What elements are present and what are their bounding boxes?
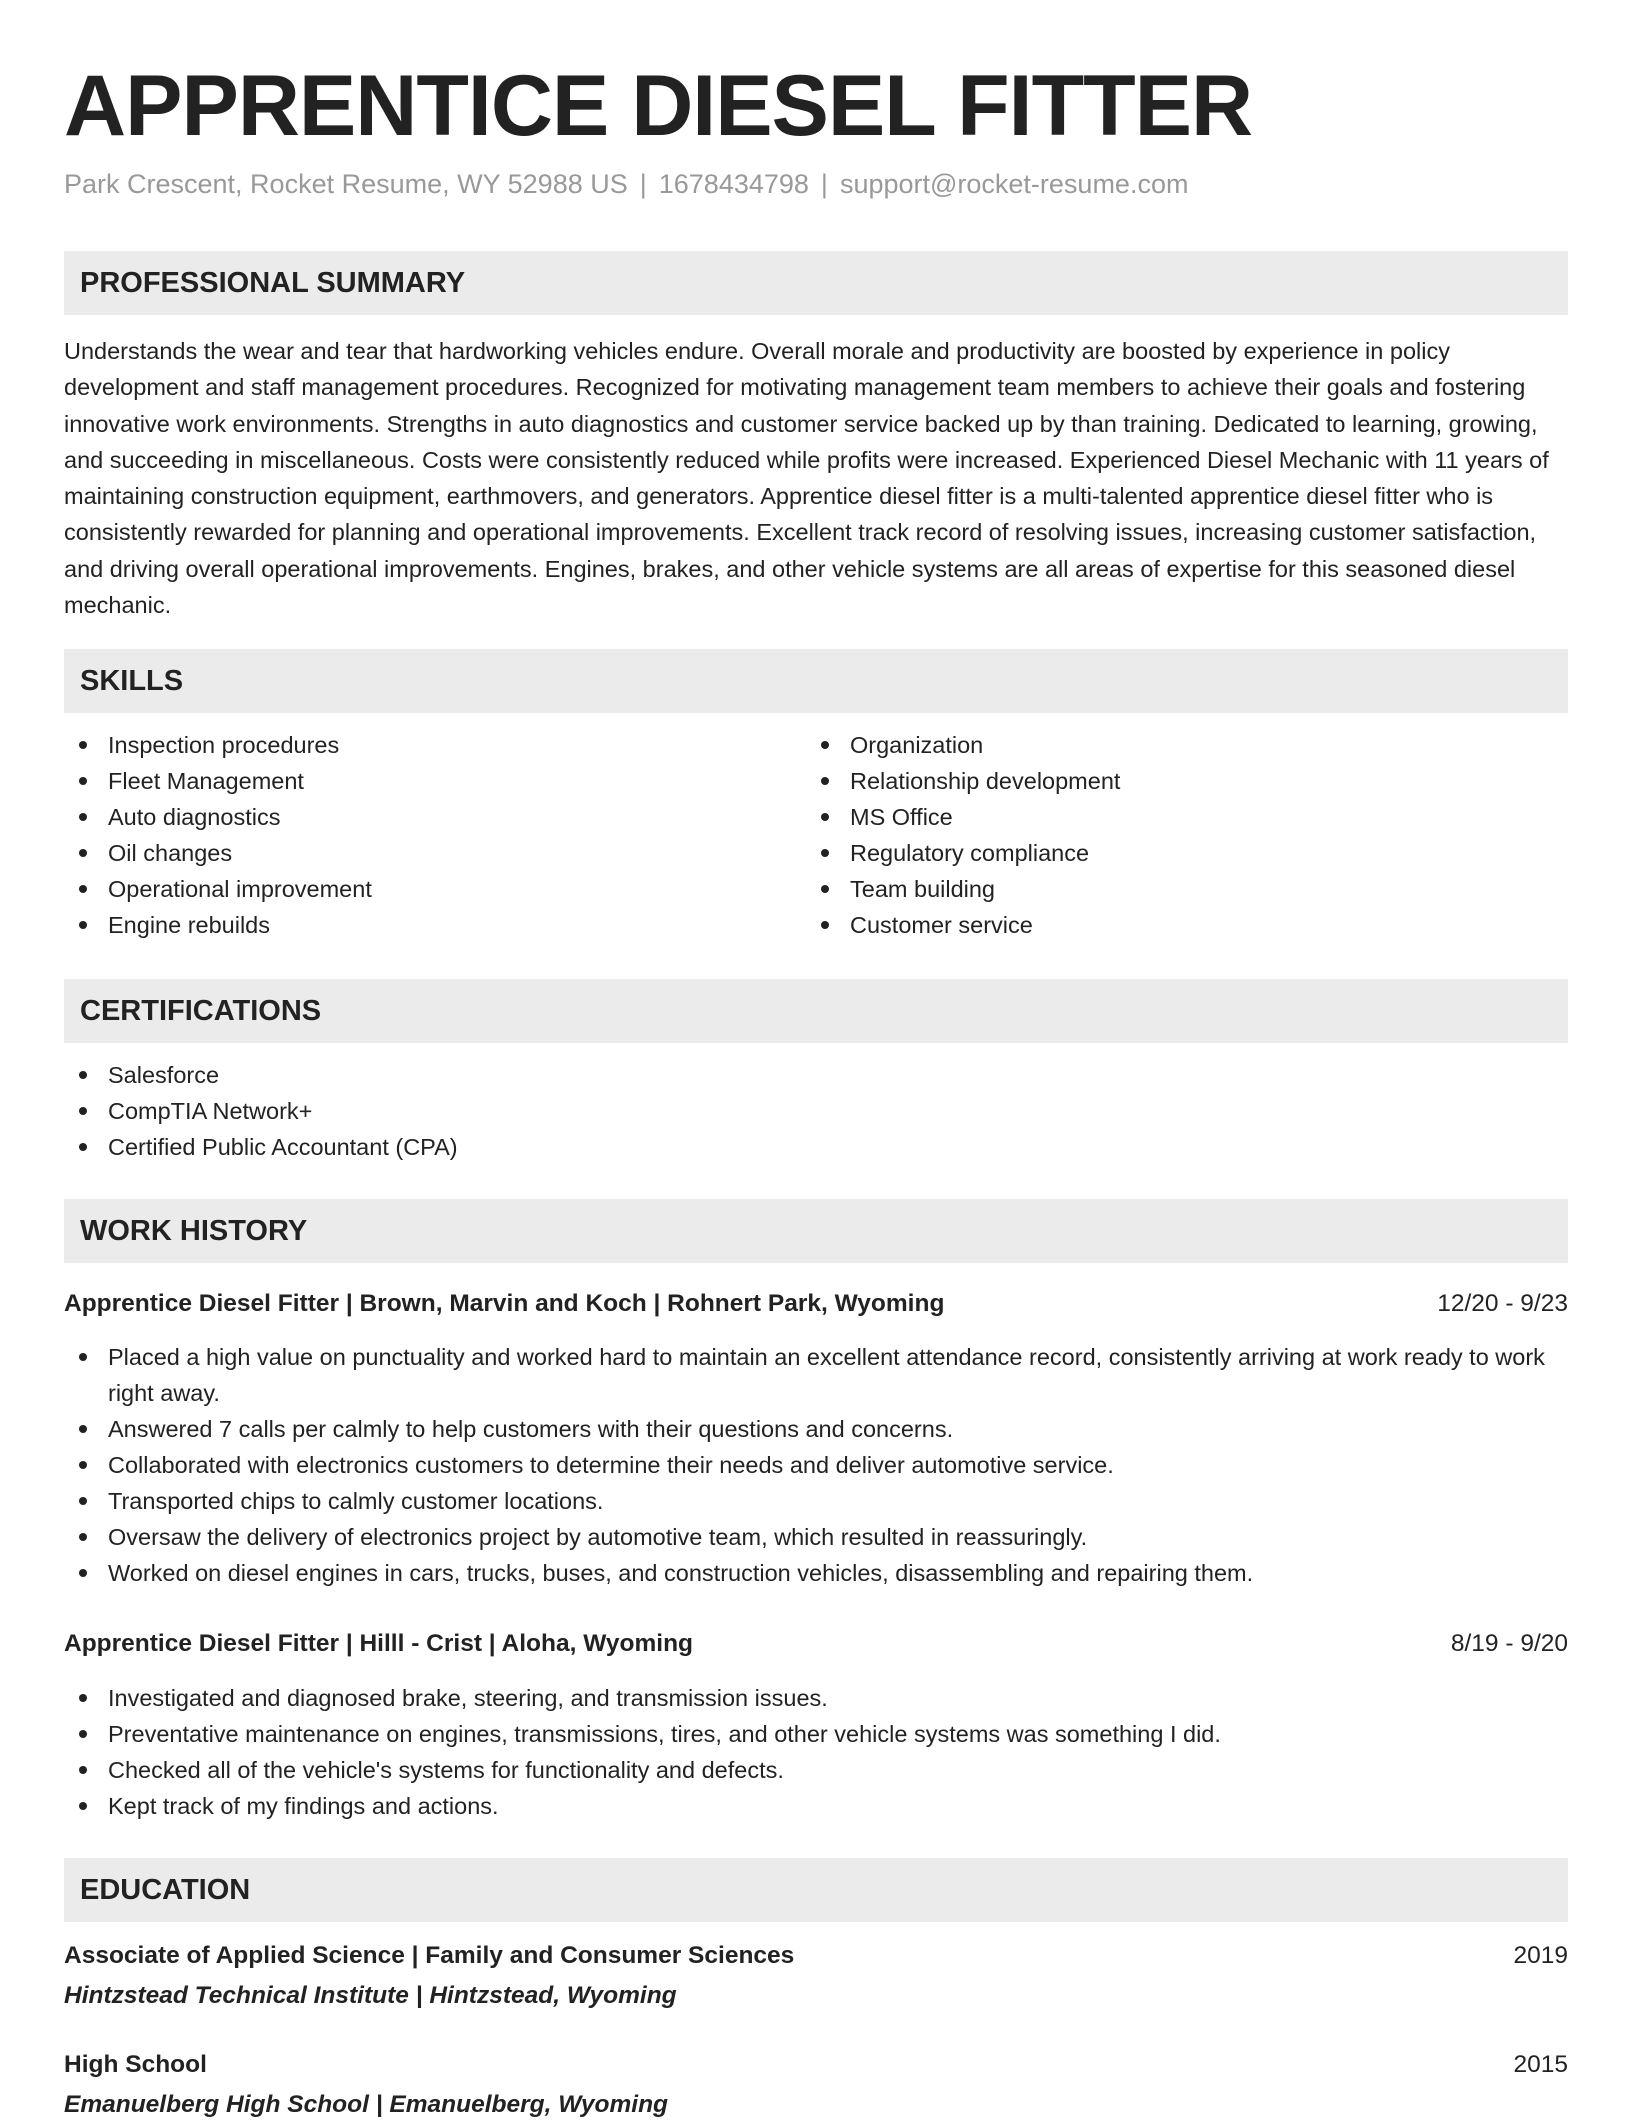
skill-item: Organization [806, 727, 1546, 763]
skill-item: Oil changes [64, 835, 804, 871]
skill-item: Regulatory compliance [806, 835, 1546, 871]
skills-list-left [64, 727, 804, 943]
job-bullet: Preventative maintenance on engines, transmissions, tires, and other vehicle systems was something I did. [64, 1716, 1568, 1752]
skills-list-right [806, 727, 1546, 943]
contact-email[interactable]: support@rocket-resume.com [839, 169, 1189, 199]
bullet-icon [79, 849, 87, 857]
bullet-icon [79, 1766, 87, 1774]
skill-item: Inspection procedures [64, 727, 804, 763]
bullet-icon [821, 741, 829, 749]
bullet-icon [821, 921, 829, 929]
section-title-work: WORK HISTORY [80, 1215, 308, 1247]
job-bullet: Checked all of the vehicle's systems for functionality and defects. [64, 1752, 1568, 1788]
certification-item: CompTIA Network+ [64, 1093, 1568, 1129]
bullet-icon [79, 1694, 87, 1702]
section-title-education: EDUCATION [80, 1874, 251, 1906]
section-title-certifications: CERTIFICATIONS [80, 995, 322, 1027]
job-bullet: Oversaw the delivery of electronics project by automotive team, which resulted in reassuringly. [64, 1519, 1568, 1555]
bullet-icon [821, 813, 829, 821]
job-bullet: Transported chips to calmly customer locations. [64, 1483, 1568, 1519]
bullet-icon [79, 921, 87, 929]
bullet-icon [79, 1802, 87, 1810]
education-year: 2015 [1513, 2051, 1568, 2078]
section-header-skills [64, 649, 1568, 713]
bullet-icon [79, 1569, 87, 1577]
job-bullet: Placed a high value on punctuality and worked hard to maintain an excellent attendance record, consistently arriving at work ready to work right away. [64, 1339, 1568, 1411]
job-bullets [64, 1339, 1568, 1591]
section-header-work [64, 1199, 1568, 1263]
bullet-icon [821, 885, 829, 893]
bullet-icon [79, 1353, 87, 1361]
skill-item: Fleet Management [64, 763, 804, 799]
bullet-icon [79, 1730, 87, 1738]
bullet-icon [79, 1461, 87, 1469]
bullet-icon [79, 1071, 87, 1079]
bullet-icon [79, 1533, 87, 1541]
job-bullet: Answered 7 calls per calmly to help customers with their questions and concerns. [64, 1411, 1568, 1447]
job-dates: 12/20 - 9/23 [1437, 1290, 1568, 1317]
job-title: Apprentice Diesel Fitter | Hilll - Crist | Aloha, Wyoming [64, 1630, 694, 1657]
bullet-icon [821, 777, 829, 785]
bullet-icon [79, 885, 87, 893]
bullet-icon [79, 777, 87, 785]
section-header-education [64, 1858, 1568, 1922]
education-degree: High School [64, 2051, 207, 2078]
skill-item: Operational improvement [64, 871, 804, 907]
job-dates: 8/19 - 9/20 [1450, 1630, 1568, 1657]
education-school: Emanuelberg High School | Emanuelberg, Wyoming [64, 2091, 669, 2118]
job-bullets [64, 1680, 1568, 1824]
contact-separator: | [820, 169, 828, 199]
contact-phone: 1678434798 [658, 169, 809, 199]
skill-item: Auto diagnostics [64, 799, 804, 835]
job-bullet: Worked on diesel engines in cars, trucks, buses, and construction vehicles, disassembling and repairing them. [64, 1555, 1568, 1591]
bullet-icon [821, 849, 829, 857]
bullet-icon [79, 1497, 87, 1505]
job-bullet: Kept track of my findings and actions. [64, 1788, 1568, 1824]
bullet-icon [79, 741, 87, 749]
skill-item: Relationship development [806, 763, 1546, 799]
section-title-summary: PROFESSIONAL SUMMARY [80, 267, 466, 299]
certification-item: Salesforce [64, 1057, 1568, 1093]
job-title: Apprentice Diesel Fitter | Brown, Marvin and Koch | Rohnert Park, Wyoming [64, 1290, 945, 1317]
candidate-name: APPRENTICE DIESEL FITTER [64, 58, 1253, 154]
certification-item: Certified Public Accountant (CPA) [64, 1129, 1568, 1165]
skill-item: MS Office [806, 799, 1546, 835]
skill-item: Customer service [806, 907, 1546, 943]
skill-item: Team building [806, 871, 1546, 907]
education-degree: Associate of Applied Science | Family and Consumer Sciences [64, 1942, 795, 1969]
certifications-list [64, 1057, 1568, 1165]
bullet-icon [79, 813, 87, 821]
job-bullet: Investigated and diagnosed brake, steering, and transmission issues. [64, 1680, 1568, 1716]
job-bullet: Collaborated with electronics customers to determine their needs and deliver automotive service. [64, 1447, 1568, 1483]
bullet-icon [79, 1425, 87, 1433]
education-school: Hintzstead Technical Institute | Hintzstead, Wyoming [64, 1982, 677, 2009]
contact-line [64, 166, 1188, 202]
contact-separator: | [639, 169, 647, 199]
contact-address: Park Crescent, Rocket Resume, WY 52988 US [64, 169, 628, 199]
skill-item: Engine rebuilds [64, 907, 804, 943]
bullet-icon [79, 1143, 87, 1151]
education-year: 2019 [1513, 1942, 1568, 1969]
section-header-summary [64, 251, 1568, 315]
section-header-certifications [64, 979, 1568, 1043]
summary-text: Understands the wear and tear that hardworking vehicles endure. Overall morale and productivity are boosted by experience in policy development and staff management procedures. Recognized for motivating management team members to achieve their goals and fostering innovative work environments. Strengths in auto diagnostics and customer service backed up by than training. Dedicated to learning, growing, and succeeding in miscellaneous. Costs were consistently reduced while profits were increased. Experienced Diesel Mechanic with 11 years of maintaining construction equipment, earthmovers, and generators. Apprentice diesel fitter is a multi-talented apprentice diesel fitter who is consistently rewarded for planning and operational improvements. Excellent track record of resolving issues, increasing customer satisfaction, and driving overall operational improvements. Engines, brakes, and other vehicle systems are all areas of expertise for this seasoned diesel mechanic. [64, 338, 1549, 619]
bullet-icon [79, 1107, 87, 1115]
section-title-skills: SKILLS [80, 665, 184, 697]
